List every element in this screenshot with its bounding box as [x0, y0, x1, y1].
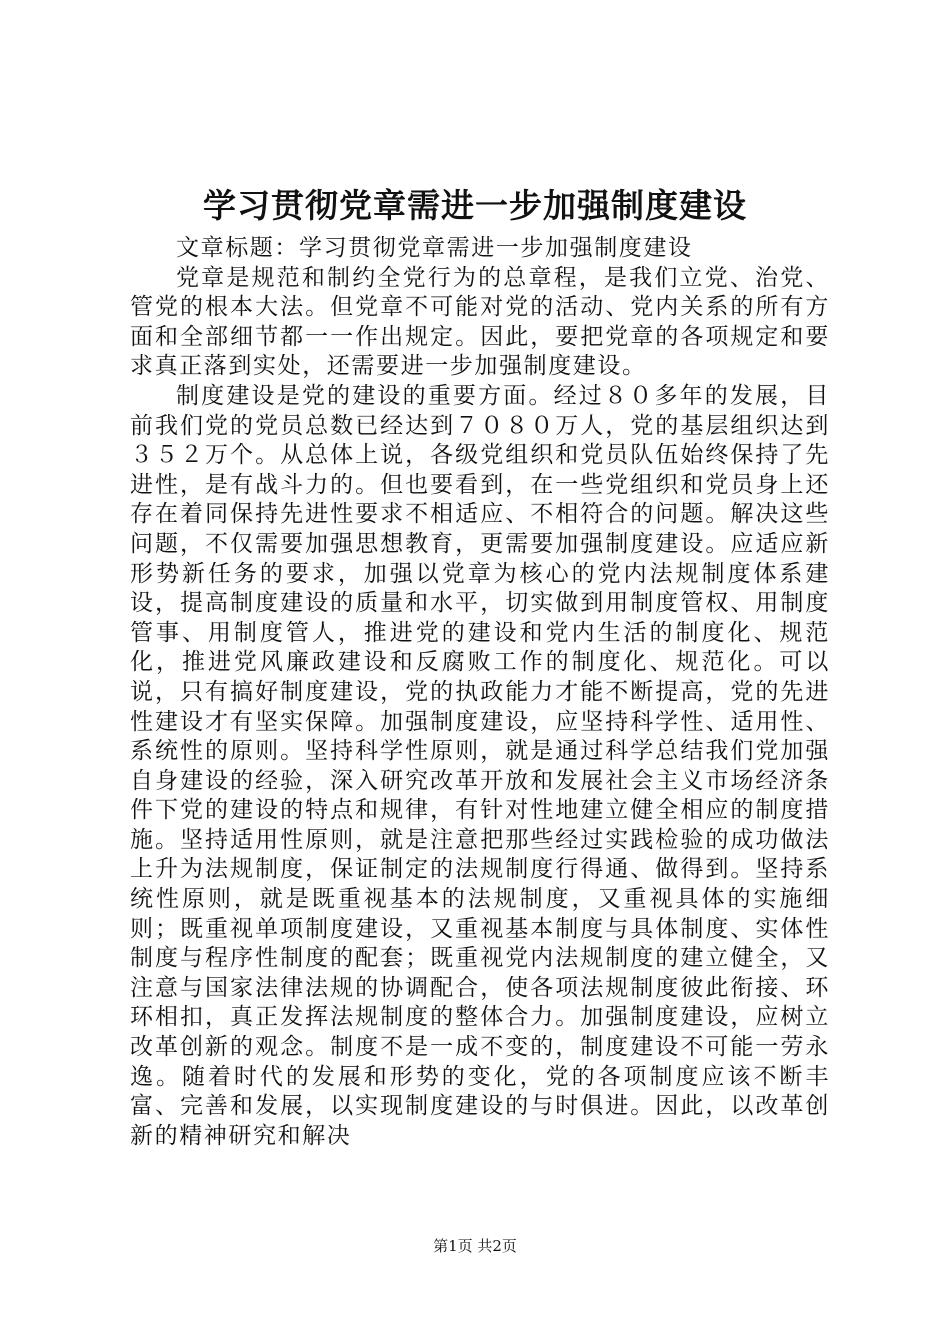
paragraph-main: 制度建设是党的建设的重要方面。经过８０多年的发展，目前我们党的党员总数已经达到７０８０万人，党的基层组织达到３５２万个。从总体上说，各级党组织和党员队伍始终保持了先进性，是有战斗力的。但也要看到，在一些党组织和党员身上还存在着同保持先进性要求不相适应、不相符合的问题。解决这些问题，不仅需要加强思想教育，更需要加强制度建设。应适应新形势新任务的要求，加强以党章为核心的党内法规制度体系建设，提高制度建设的质量和水平，切实做到用制度管权、用制度管事、用制度管人，推进党的建设和党内生活的制度化、规范化，推进党风廉政建设和反腐败工作的制度化、规范化。可以说，只有搞好制度建设，党的执政能力才能不断提高，党的先进性建设才有坚实保障。加强制度建设，应坚持科学性、适用性、系统性的原则。坚持科学性原则，就是通过科学总结我们党加强自身建设的经验，深入研究改革开放和发展社会主义市场经济条件下党的建设的特点和规律，有针对性地建立健全相应的制度措施。坚持适用性原则，就是注意把那些经过实践检验的成功做法上升为法规制度，保证制定的法规制度行得通、做得到。坚持系统性原则，就是既重视基本的法规制度，又重视具体的实施细则；既重视单项制度建设，又重视基本制度与具体制度、实体性制度与程序性制度的配套；既重视党内法规制度的建立健全，又注意与国家法律法规的协调配合，使各项法规制度彼此衔接、环环相扣，真正发挥法规制度的整体合力。加强制度建设，应树立改革创新的观念。制度不是一成不变的，制度建设不可能一劳永逸。随着时代的发展和形势的变化，党的各项制度应该不断丰富、完善和发展，以实现制度建设的与时俱进。因此，以改革创新的精神研究和解决 — [130, 382, 830, 1149]
paragraph-article-title: 文章标题：学习贯彻党章需进一步加强制度建设 — [176, 235, 693, 261]
document-title: 学习贯彻党章需进一步加强制度建设 — [203, 186, 747, 225]
paragraph-intro: 党章是规范和制约全党行为的总章程，是我们立党、治党、管党的根本大法。但党章不可能对党的活动、党内关系的所有方面和全部细节都一一作出规定。因此，要把党章的各项规定和要求真正落到实处，还需要进一步加强制度建设。 — [130, 264, 830, 380]
document-body — [130, 234, 830, 1151]
page-footer: 第1页 共2页 — [433, 1237, 517, 1255]
